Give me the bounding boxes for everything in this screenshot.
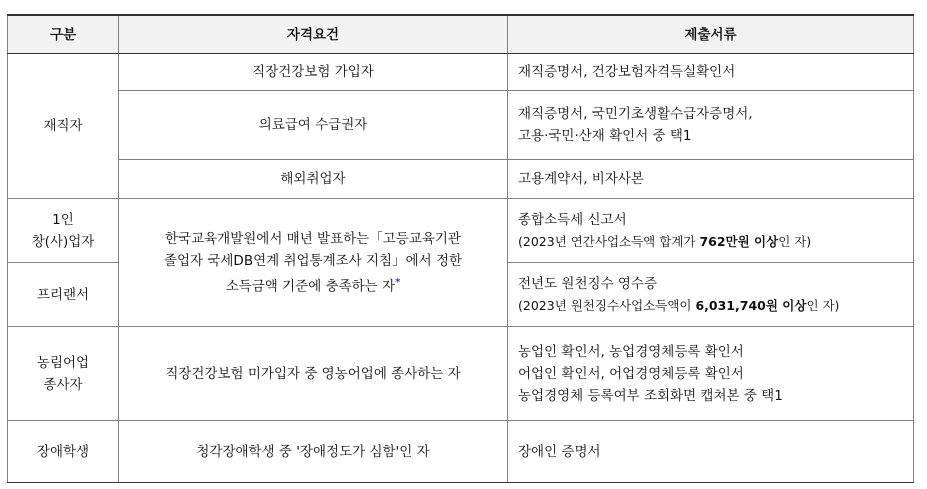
table-row bbox=[8, 327, 914, 421]
documents-cell: 고용계약서, 비자사본 bbox=[508, 160, 914, 199]
category-farmer: 농림어업 종사자 bbox=[8, 327, 119, 421]
footnote-mark: * bbox=[395, 276, 401, 288]
shared-requirement-cell: 한국교육개발원에서 매년 발표하는「고등교육기관 졸업자 국세DB연계 취업통계조사 지침」에서 정한 소득금액 기준에 충족하는 자* bbox=[119, 199, 508, 327]
eligibility-table bbox=[7, 14, 914, 483]
documents-cell: 재직증명서, 국민기초생활수급자증명서, 고용·국민·산재 확인서 중 택1 bbox=[508, 91, 914, 160]
category-self-employed: 1인 창(사)업자 bbox=[8, 199, 119, 263]
table-row bbox=[8, 91, 914, 160]
category-disabled: 장애학생 bbox=[8, 421, 119, 483]
requirement-cell: 직장건강보험 미가입자 중 영농어업에 종사하는 자 bbox=[119, 327, 508, 421]
table-row bbox=[8, 421, 914, 483]
documents-cell: 장애인 증명서 bbox=[508, 421, 914, 483]
documents-cell: 전년도 원천징수 영수증 (2023년 원천징수사업소득액이 6,031,740원 이상인 자) bbox=[508, 263, 914, 327]
requirement-cell: 청각장애학생 중 '장애정도가 심함'인 자 bbox=[119, 421, 508, 483]
table-row bbox=[8, 160, 914, 199]
category-freelancer: 프리랜서 bbox=[8, 263, 119, 327]
documents-cell: 종합소득세 신고서 (2023년 연간사업소득액 합계가 762만원 이상인 자) bbox=[508, 199, 914, 263]
header-requirement: 자격요건 bbox=[119, 15, 508, 54]
table-row bbox=[8, 54, 914, 91]
documents-cell: 재직증명서, 건강보험자격득실확인서 bbox=[508, 54, 914, 91]
table-row bbox=[8, 199, 914, 263]
header-category: 구분 bbox=[8, 15, 119, 54]
requirement-cell: 해외취업자 bbox=[119, 160, 508, 199]
requirement-cell: 직장건강보험 가입자 bbox=[119, 54, 508, 91]
header-row bbox=[8, 15, 914, 54]
header-documents: 제출서류 bbox=[508, 15, 914, 54]
documents-cell: 농업인 확인서, 농업경영체등록 확인서 어업인 확인서, 어업경영체등록 확인서 농업경영체 등록여부 조회화면 캡쳐본 중 택1 bbox=[508, 327, 914, 421]
requirement-cell: 의료급여 수급권자 bbox=[119, 91, 508, 160]
category-employed: 재직자 bbox=[8, 54, 119, 199]
